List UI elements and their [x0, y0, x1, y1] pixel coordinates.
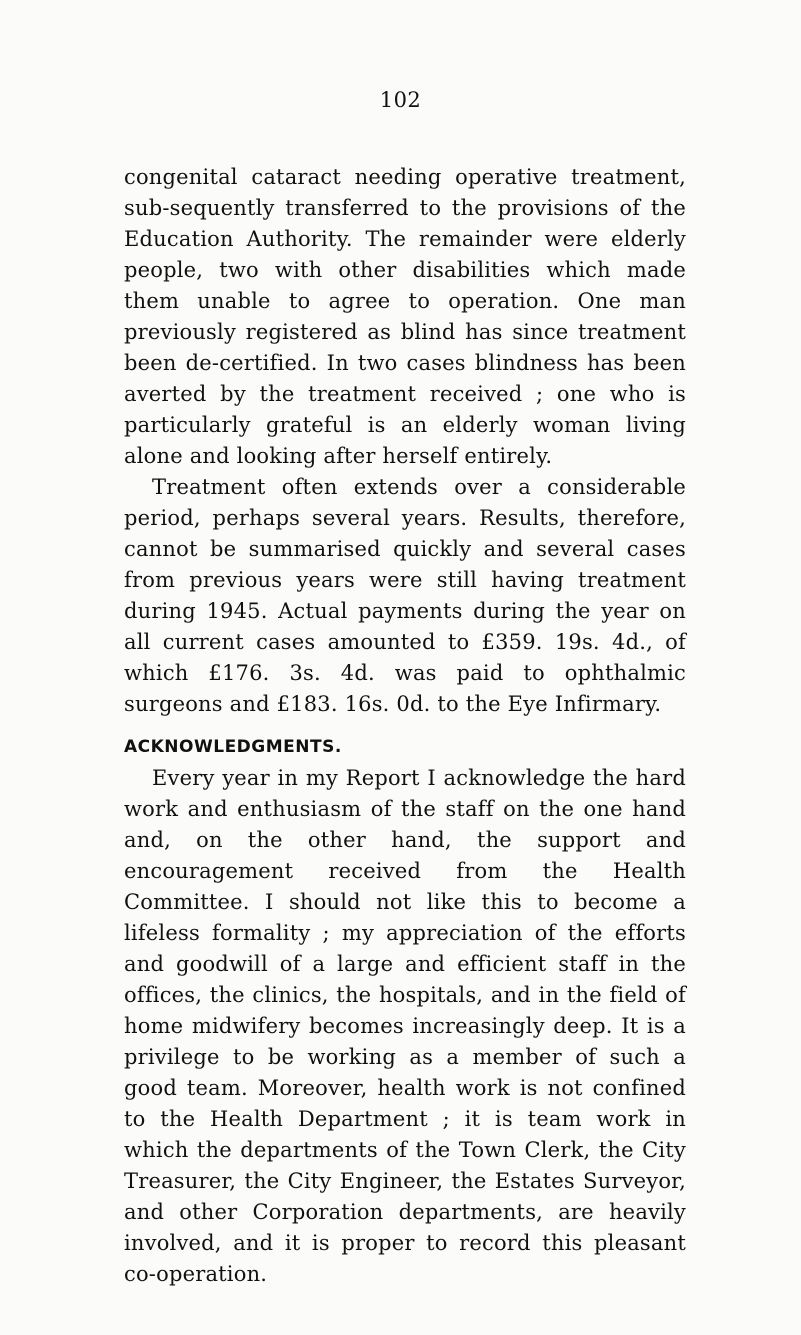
section-heading-acknowledgments: ACKNOWLEDGMENTS.: [124, 737, 342, 757]
paragraph-acknowledgments: Every year in my Report I acknowledge the hard work and enthusiasm of the staff on the one hand and, on the other hand, the support and encouragement received from the Health Committee. I should not like this to become a lifeless formality ; my appreciation of the efforts and goodwill of a large and efficient staff in the offices, the clinics, the hospitals, and in the field of home midwifery becomes increasingly deep. It is a privilege to be working as a member of such a good team. Moreover, health work is not confined to the Health Department ; it is team work in which the departments of the Town Clerk, the City Treasurer, the City Engineer, the Estates Surveyor, and other Corporation departments, are heavily involved, and it is proper to record this pleasant co-operation.: [124, 766, 686, 1286]
paragraph-treatment-payments: Treatment often extends over a considerable period, perhaps several years. Results, therefore, cannot be summarised quickly and several cases from previous years were still having treatment during 1945. Actual payments during the year on all current cases amounted to £359. 19s. 4d., of which £176. 3s. 4d. was paid to ophthalmic surgeons and £183. 16s. 0d. to the Eye Infirmary.: [124, 475, 686, 716]
document-body: [124, 162, 686, 1290]
page-number: 102: [379, 88, 422, 112]
paragraph-cataract-cases: congenital cataract needing operative treatment, sub-sequently transferred to the provisions of the Education Authority. The remainder were elderly people, two with other disabilities which made them unable to agree to operation. One man previously registered as blind has since treatment been de-certified. In two cases blindness has been averted by the treatment received ; one who is particularly grateful is an elderly woman living alone and looking after herself entirely.: [124, 165, 686, 468]
